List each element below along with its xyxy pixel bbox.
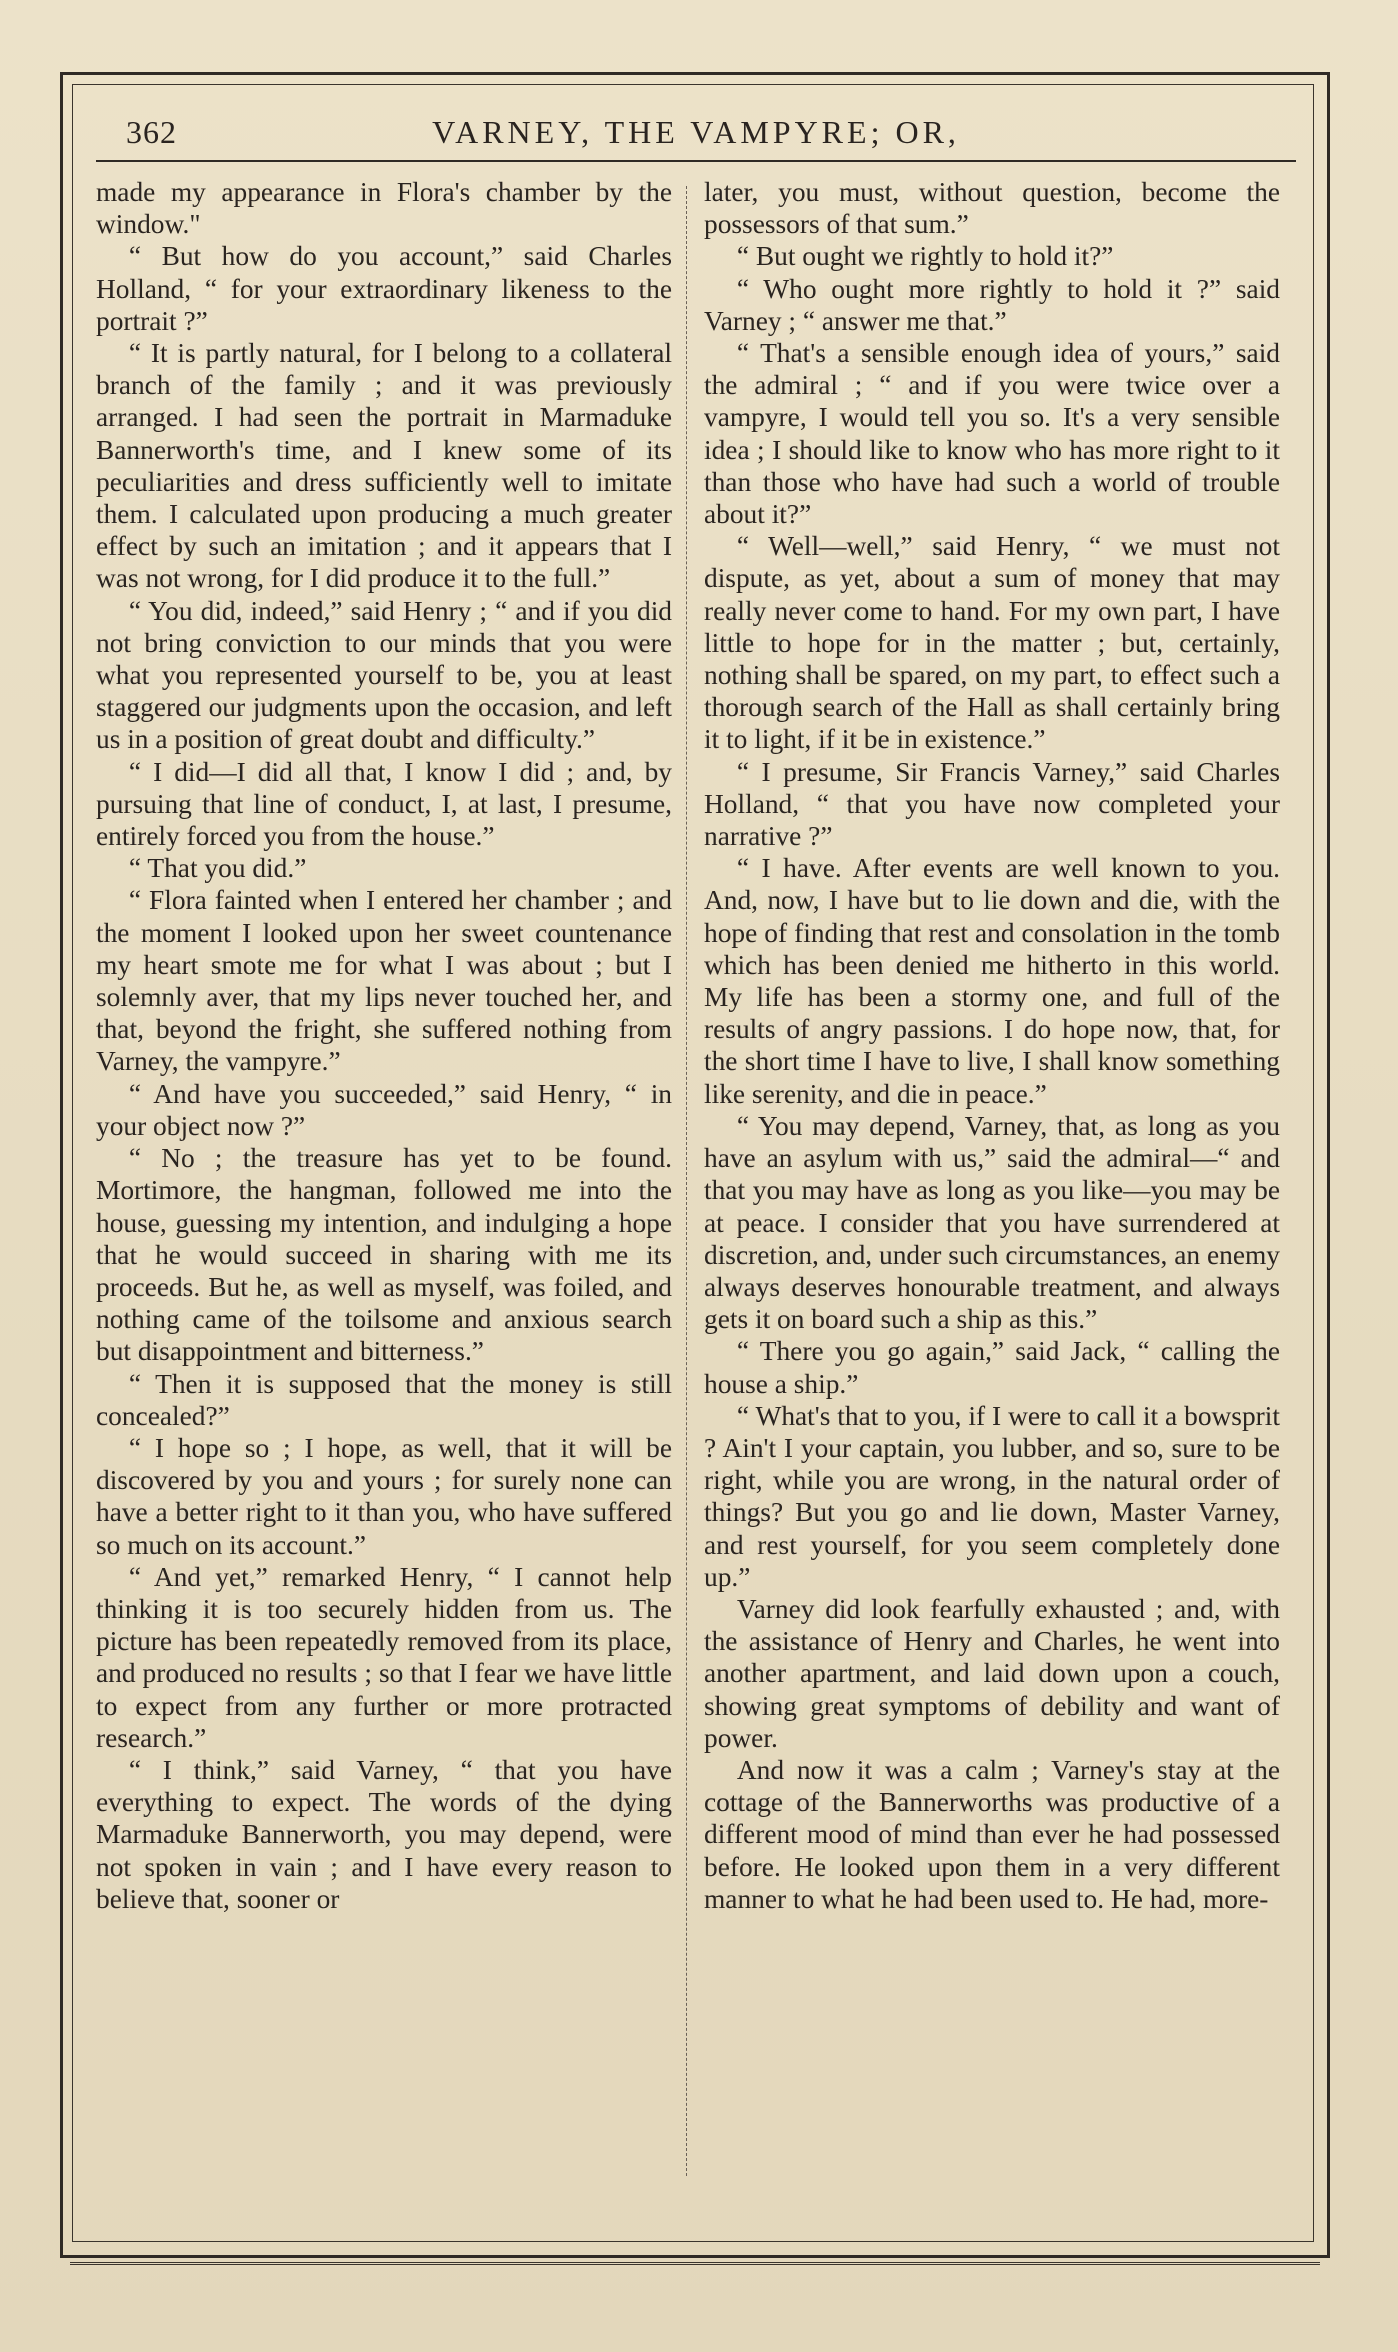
paragraph: “ Who ought more rightly to hold it ?” said Varney ; “ answer me that.” — [704, 273, 1280, 336]
running-title: VARNEY, THE VAMPYRE; OR, — [432, 114, 960, 150]
paragraph: “ That's a sensible enough idea of yours,” said the admiral ; “ and if you were twice over a vampyre, I would tell you so. It's a very sensible idea ; I should like to know who has more right to it than those who have had such a world of trouble about it?” — [704, 338, 1280, 530]
left-column — [96, 176, 672, 2186]
paragraph: “ There you go again,” said Jack, “ calling the house a ship.” — [704, 1336, 1280, 1399]
right-column — [704, 176, 1280, 2186]
paragraph: “ Then it is supposed that the money is still concealed?” — [96, 1368, 672, 1431]
paragraph: “ But how do you account,” said Charles Holland, “ for your extraordinary likeness to the portrait ?” — [96, 241, 672, 336]
paragraph: “ And have you succeeded,” said Henry, “ in your object now ?” — [96, 1078, 672, 1141]
text-columns — [96, 176, 1300, 2186]
paragraph: “ You did, indeed,” said Henry ; “ and if you did not bring conviction to our minds that you were what you represented yourself to be, you at least staggered our judgments upon the occasion, and left us in a position of great doubt and difficulty.” — [96, 595, 672, 755]
header-rule — [96, 160, 1296, 162]
paragraph: “ I hope so ; I hope, as well, that it will be discovered by you and yours ; for surely none can have a better right to it than you, who have suffered so much on its account.” — [96, 1432, 672, 1560]
column-divider — [686, 186, 687, 2176]
paragraph: “ I have. After events are well known to you. And, now, I have but to lie down and die, with the hope of finding that rest and consolation in the tomb which has been denied me hitherto in this world. My life has been a stormy one, and full of the results of angry passions. I do hope now, that, for the short time I have to live, I shall know something like serenity, and die in peace.” — [704, 853, 1280, 1109]
paragraph: “ Flora fainted when I entered her chamber ; and the moment I looked upon her sweet countenance my heart smote me for what I was about ; but I solemnly aver, that my lips never touched her, and that, beyond the fright, she suffered nothing from Varney, the vampyre.” — [96, 885, 672, 1077]
paragraph: “ I think,” said Varney, “ that you have everything to expect. The words of the dying Marmaduke Bannerworth, you may depend, were not spoken in vain ; and I have every reason to believe that, sooner or — [96, 1754, 672, 1914]
page-number: 362 — [126, 114, 177, 150]
paragraph: “ But ought we rightly to hold it?” — [736, 241, 1114, 272]
paragraph: “ You may depend, Varney, that, as long as you have an asylum with us,” said the admiral—“ and that you may have as long as you like—you may be at peace. I consider that you have surrendered at discretion, and, under such circumstances, an enemy always deserves honourable treatment, and always gets it on board such a ship as this.” — [704, 1110, 1280, 1335]
footer-rule — [70, 2262, 1320, 2265]
paragraph: “ What's that to you, if I were to call it a bowsprit ? Ain't I your captain, you lubber, and so, sure to be right, while you are wrong, in the natural order of things? But you go and lie down, Master Varney, and rest yourself, for you seem completely done up.” — [704, 1400, 1280, 1592]
paragraph: “ That you did.” — [128, 853, 307, 884]
paragraph: “ It is partly natural, for I belong to a collateral branch of the family ; and it was previously arranged. I had seen the portrait in Marmaduke Bannerworth's time, and I knew some of its peculiarities and dress sufficiently well to imitate them. I calculated upon producing a much greater effect by such an imitation ; and it appears that I was not wrong, for I did produce it to the full.” — [96, 338, 672, 594]
paragraph: “ Well—well,” said Henry, “ we must not dispute, as yet, about a sum of money that may really never come to hand. For my own part, I have little to hope for in the matter ; but, certainly, nothing shall be spared, on my part, to effect such a thorough search of the Hall as shall certainly bring it to light, if it be in existence.” — [704, 531, 1280, 755]
paragraph: Varney did look fearfully exhausted ; and, with the assistance of Henry and Charles, he went into another apartment, and laid down upon a couch, showing great symptoms of debility and want of power. — [704, 1593, 1280, 1753]
page-header — [96, 108, 1296, 158]
paragraph: later, you must, without question, become the possessors of that sum.” — [704, 177, 1280, 240]
paragraph: “ I presume, Sir Francis Varney,” said Charles Holland, “ that you have now completed your narrative ?” — [704, 756, 1280, 852]
paragraph: made my appearance in Flora's chamber by the window." — [96, 177, 672, 240]
paragraph: “ And yet,” remarked Henry, “ I cannot help thinking it is too securely hidden from us. The picture has been repeatedly removed from its place, and produced no results ; so that I fear we have little to expect from any further or more protracted research.” — [96, 1561, 672, 1753]
paragraph: And now it was a calm ; Varney's stay at the cottage of the Bannerworths was productive of a different mood of mind than ever he had possessed before. He looked upon them in a very different manner to what he had been used to. He had, more- — [704, 1754, 1280, 1914]
paragraph: “ I did—I did all that, I know I did ; and, by pursuing that line of conduct, I, at last, I presume, entirely forced you from the house.” — [96, 756, 672, 852]
paragraph: “ No ; the treasure has yet to be found. Mortimore, the hangman, followed me into the house, guessing my intention, and indulging a hope that he would succeed in sharing with me its proceeds. But he, as well as myself, was foiled, and nothing came of the toilsome and anxious search but disappointment and bitterness.” — [96, 1143, 672, 1367]
